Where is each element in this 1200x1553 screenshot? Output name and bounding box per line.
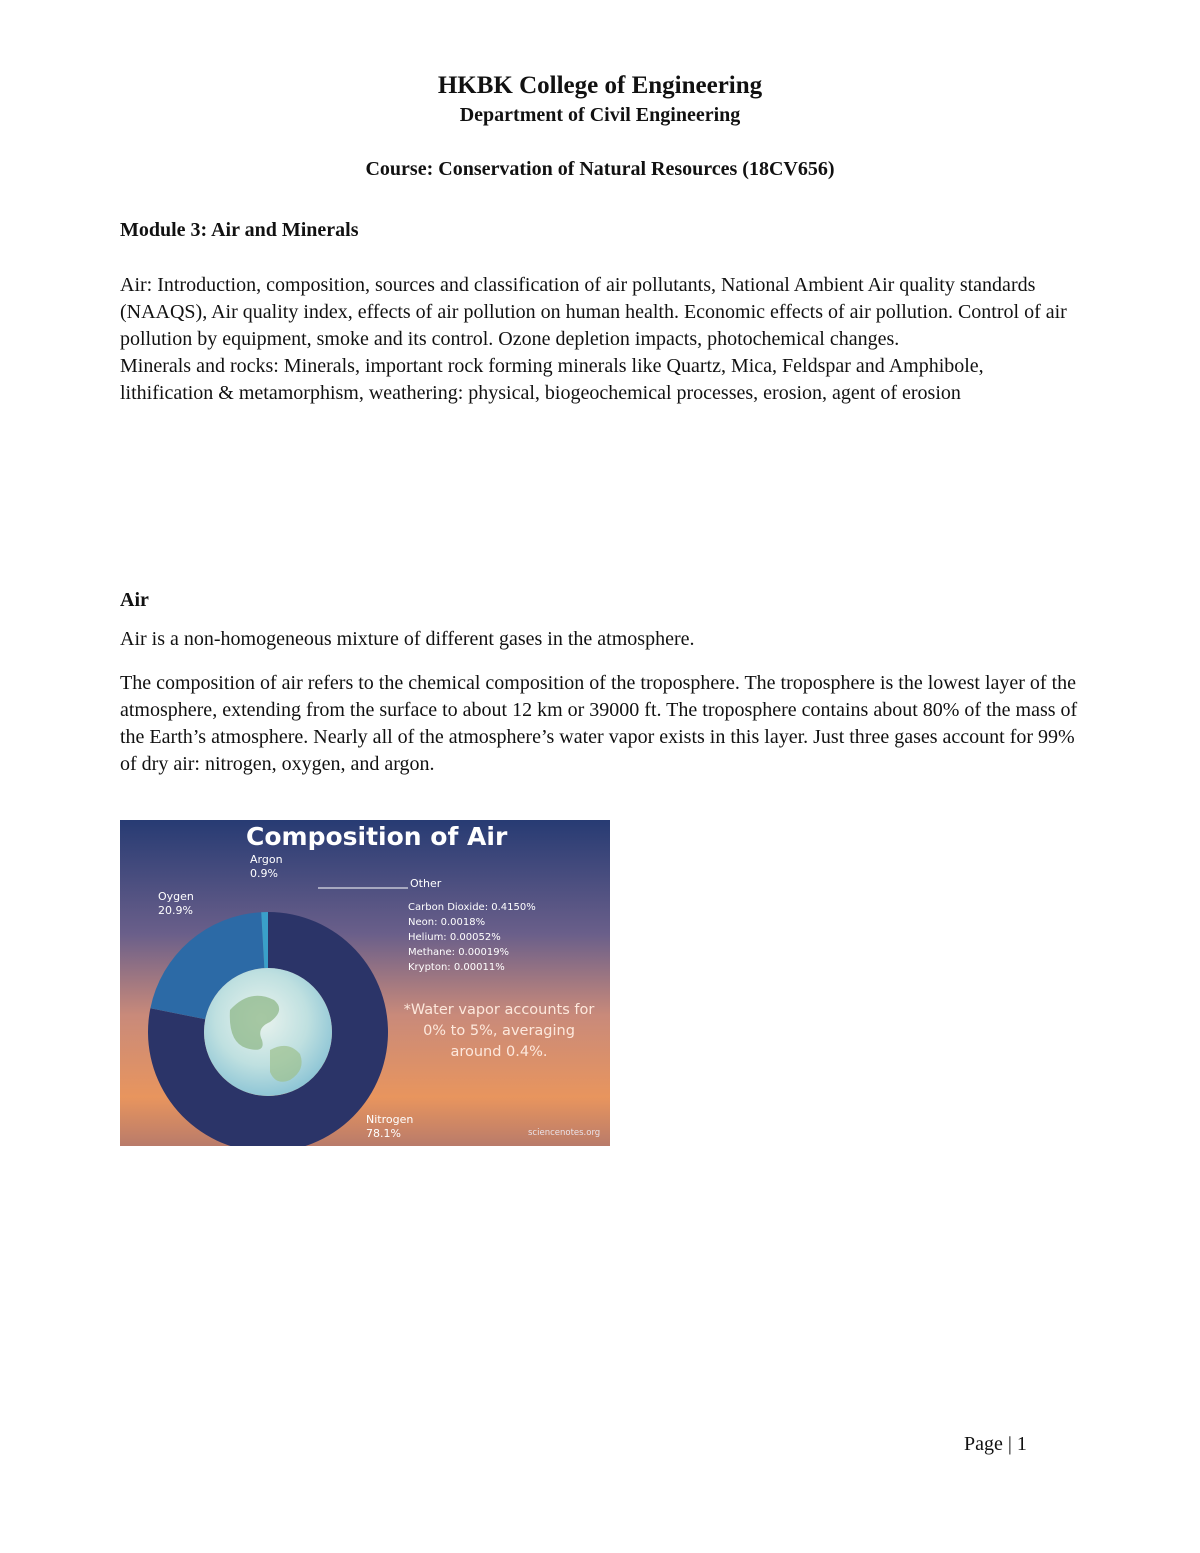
image-source-credit: sciencenotes.org bbox=[528, 1128, 601, 1138]
other-gas-item: Carbon Dioxide: 0.4150% bbox=[408, 902, 536, 913]
college-name: HKBK College of Engineering bbox=[437, 72, 763, 99]
air-definition: Air is a non-homogeneous mixture of different gases in the atmosphere. bbox=[120, 628, 695, 650]
argon-label: Argon 0.9% bbox=[250, 853, 283, 880]
module-title: Module 3: Air and Minerals bbox=[120, 219, 359, 241]
course-title: Course: Conservation of Natural Resources (18CV656) bbox=[365, 158, 835, 180]
air-heading: Air bbox=[120, 589, 149, 611]
air-composition-paragraph: The composition of air refers to the chemical composition of the troposphere. The troposphere is the lowest layer of the atmosphere, extending from the surface to about 12 km or 39000 ft. The troposphere contains about 80% of the mass of the Earth’s atmosphere. Nearly all of the atmosphere’s water vapor exists in this layer. Just three gases account for 99% of dry air: nitrogen, oxygen, and argon. bbox=[120, 672, 1078, 775]
other-heading: Other bbox=[410, 877, 442, 890]
other-gases-list bbox=[408, 900, 536, 975]
other-gas-item: Helium: 0.00052% bbox=[408, 932, 501, 943]
water-vapor-note: *Water vapor accounts for 0% to 5%, averaging around 0.4%. bbox=[403, 1002, 595, 1060]
syllabus-minerals: Minerals and rocks: Minerals, important rock forming minerals like Quartz, Mica, Feldspar and Amphibole, lithification & metamorphism, weathering: physical, biogeochemical processes, erosion, agent of erosion bbox=[120, 355, 984, 404]
figure-title: Composition of Air bbox=[246, 822, 508, 851]
syllabus bbox=[120, 272, 1080, 407]
syllabus-air: Air: Introduction, composition, sources and classification of air pollutants, National Ambient Air quality standards (NAAQS), Air quality index, effects of air pollution on human health. Economic effects of air pollution. Control of air pollution by equipment, smoke and its control. Ozone depletion impacts, photochemical changes. bbox=[120, 274, 1067, 350]
nitrogen-label: Nitrogen 78.1% bbox=[366, 1113, 414, 1140]
page-number: Page | 1 bbox=[964, 1433, 1027, 1455]
other-gas-item: Krypton: 0.00011% bbox=[408, 962, 505, 973]
other-gas-item: Neon: 0.0018% bbox=[408, 917, 486, 928]
composition-of-air-figure bbox=[120, 820, 610, 1146]
department-name: Department of Civil Engineering bbox=[459, 104, 741, 126]
earth-globe-icon bbox=[204, 968, 332, 1096]
composition-donut-chart bbox=[120, 820, 610, 1146]
oxygen-label: Oygen 20.9% bbox=[158, 890, 194, 917]
other-gas-item: Methane: 0.00019% bbox=[408, 947, 510, 958]
